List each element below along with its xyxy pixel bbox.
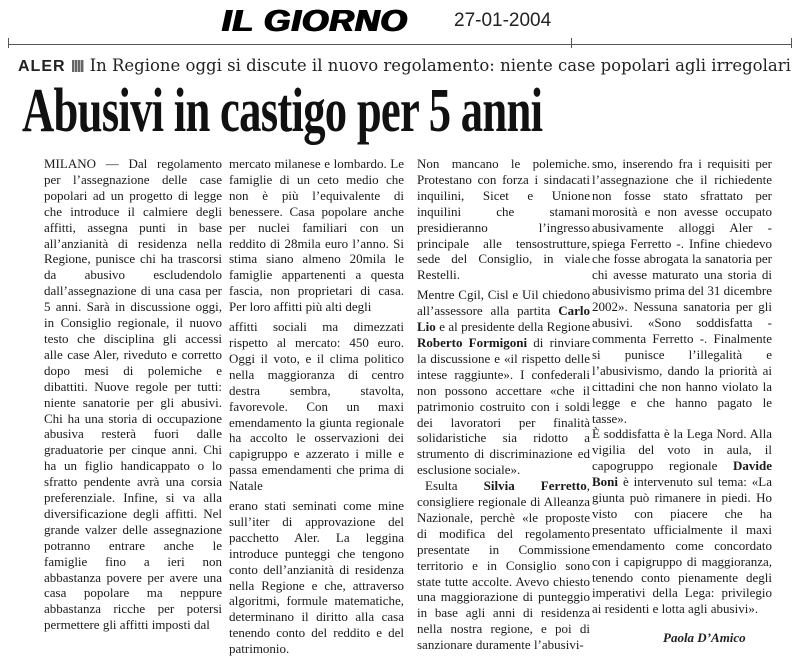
person-name: Davide Boni	[592, 458, 772, 490]
text-run: È soddisfatta è la Lega Nord. Alla vigilia del voto in aula, il capogruppo regionale	[592, 426, 772, 474]
paragraph	[417, 478, 590, 653]
person-name: Silvia Ferretto	[483, 478, 587, 494]
masthead	[0, 0, 800, 48]
byline: Paola D’Amico	[663, 630, 746, 645]
newspaper-name: IL GIORNO	[222, 3, 408, 39]
paragraph	[417, 287, 590, 478]
paragraph: affitti sociali ma dimezzati rispetto al mercato: 450 euro. Oggi il voto, e il clima politico nella maggioranza di centro destra sembra, stavolta, favorevole. Con un maxi emendamento la giunta regionale ha accolto le osservazioni dei capigruppo e azzerato i mille e passa emendamenti che prima di Natale	[229, 319, 404, 494]
article-column-1	[44, 156, 222, 633]
person-name: Roberto Formigoni	[417, 334, 528, 350]
paragraph: MILANO — Dal regolamento per l’assegnazione delle case popolari ad un progetto di legge che introduce il calmiere degli affitti, assegna punti in base all’anzianità di residenza nella Regione, punisce chi ha trascorsi da abusivo escludendolo dall’assegnazione di una casa per 5 anni. Sarà in discussione oggi, in Consiglio regionale, il nuovo testo che disciplina gli accessi alle case Aler, riveduto e corretto dopo mesi di polemiche e dibattiti. Nuove regole per tutti: niente sanatorie per gli abusivi. Chi ha una storia di occupazione abusiva resterà fuori dalle graduatorie per cinque anni. Chi ha un figlio handicappato o lo sfratto pendente avrà una corsia preferenziale. Infine, si va alla diversificazione degli affitti. Nel grande valzer delle assegnazione potranno entrare anche le famiglie fino a ieri non abbastanza povere per avere una casa popolare ma neppure abbastanza ricche per potersi permettere gli affitti imposti dal	[44, 156, 222, 633]
article-column-2	[229, 156, 404, 657]
text-run: di rinviare la discussione e «il rispetto delle intese raggiunte». I confederali non possono accettare «che il patrimonio costruito con i soldi dei lavoratori per finalità solidaristiche sia ridotto a strumento di discriminazione ed esclusione sociale».	[417, 334, 590, 478]
text-run: e al presidente della Regione	[435, 319, 590, 335]
paragraph	[592, 426, 772, 617]
article-column-3	[417, 156, 590, 653]
masthead-tick-mid	[571, 38, 572, 48]
section-tag: ALER	[18, 58, 66, 75]
person-name: Carlo Lio	[417, 303, 590, 335]
paragraph: erano stati seminati come mine sull’iter di approvazione del pacchetto Aler. La leggina introduce punteggi che tengono conto dell’anzianità di residenza nella Regione e che, attraverso algoritmi, formule matematiche, determinano il diritto alla casa tenendo conto del reddito e del patrimonio.	[229, 498, 404, 657]
text-run: è intervenuto sul tema: «La giunta può rimanere in piedi. Ho visto con piacere che ha presentato ufficialmente il maxi emendamento come concordato con i capigruppo di maggioranza, tenendo conto pienamente degli imperativi della Lega: privilegio ai residenti e lotta agli abusivi».	[592, 474, 772, 617]
masthead-tick-right	[791, 38, 792, 48]
paragraph: mercato milanese e lombardo. Le famiglie di un ceto medio che non è più l’equivalente di benessere. Casa popolare anche per nuclei familiari con un reddito di 28mila euro l’anno. Si stima siano almeno 20mila le famiglie appartenenti a questa fascia, non proprietari di casa. Per loro affitti più alti degli	[229, 156, 404, 315]
paragraph: smo, inserendo fra i requisiti per l’assegnazione che il richiedente non fosse stato sfrattato per morosità e non avesse occupato abusivamente alloggi Aler - spiega Ferretto -. Infine chiedevo che fosse abrogata la sanatoria per chi avesse maturato una storia di abusivismo prima del 31 dicembre 2002». Nessuna sanatoria per gli abusivi. «Sono soddisfatta - commenta Ferretto -. Finalmente si punisce l’illegalità e l’abusivismo, dando la priorità ai cittadini che non hanno violato la legge e che hanno pagato le tasse».	[592, 156, 772, 426]
text-run: Mentre Cgil, Cisl e Uil chiedono all’assessore alla partita	[417, 287, 590, 319]
kicker	[18, 56, 791, 78]
masthead-tick-left	[8, 38, 9, 48]
section-marker-icon	[72, 60, 84, 72]
article-column-4	[592, 156, 772, 617]
text-run: , consigliere regionale di Alleanza Nazionale, perchè «le proposte di modifica del regolamento presentate in Commissione territorio e in Consiglio sono state tutte accolte. Avevo chiesto una maggiorazione di punteggio in base agli anni di residenza nella nostra regione, e poi di sanzionare duramente l’abusivi-	[417, 478, 591, 653]
text-run: Esulta	[425, 478, 484, 494]
masthead-rule	[8, 44, 792, 45]
kicker-subtitle: In Regione oggi si discute il nuovo regolamento: niente case popolari agli irregolari	[89, 56, 791, 75]
paragraph: Non mancano le polemiche. Protestano con forza i sindacati inquilini, Sicet e Unione inquilini che stamani presidieranno l’ingresso principale alle tensostrutture, sede del Consiglio, in viale Restelli.	[417, 156, 590, 283]
publication-date: 27-01-2004	[454, 10, 552, 31]
headline: Abusivi in castigo per 5 anni	[22, 77, 543, 145]
